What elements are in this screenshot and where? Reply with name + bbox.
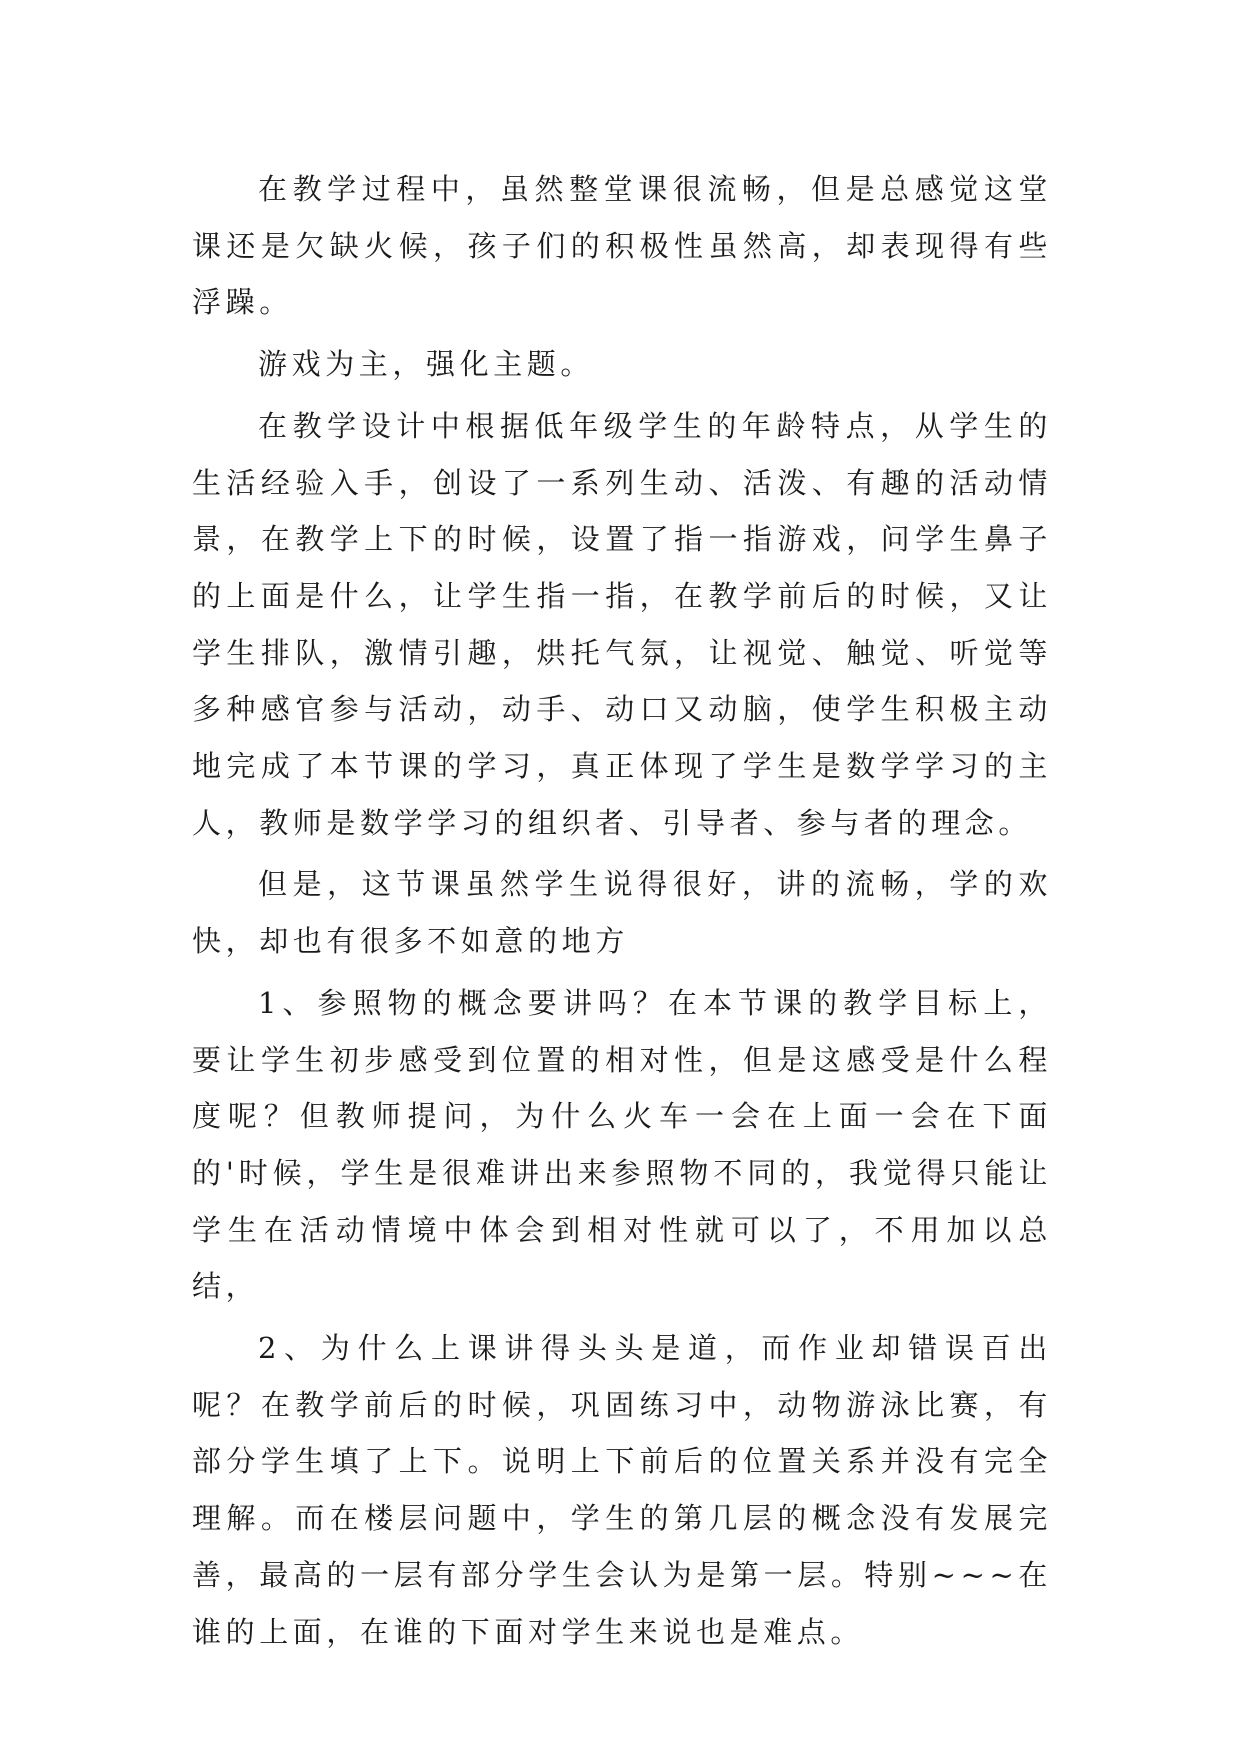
document-body [192, 161, 1052, 1665]
paragraph-1: 在教学过程中，虽然整堂课很流畅，但是总感觉这堂课还是欠缺火候，孩子们的积极性虽然高，却表现得有些浮躁。 [192, 172, 1052, 320]
paragraph-5: 1、参照物的概念要讲吗？在本节课的教学目标上，要让学生初步感受到位置的相对性，但是这感受是什么程度呢？但教师提问，为什么火车一会在上面一会在下面的'时候，学生是很难讲出来参照物不同的，我觉得只能让学生在活动情境中体会到相对性就可以了，不用加以总结， [192, 985, 1052, 1304]
paragraph-4: 但是，这节课虽然学生说得很好，讲的流畅，学的欢快，却也有很多不如意的地方 [192, 867, 1052, 959]
paragraph-6: 2、为什么上课讲得头头是道，而作业却错误百出呢？在教学前后的时候，巩固练习中，动物游泳比赛，有部分学生填了上下。说明上下前后的位置关系并没有完全理解。而在楼层问题中，学生的第几层的概念没有发展完善，最高的一层有部分学生会认为是第一层。特别~~~在谁的上面，在谁的下面对学生来说也是难点。 [192, 1331, 1052, 1649]
paragraph-3: 在教学设计中根据低年级学生的年龄特点，从学生的生活经验入手，创设了一系列生动、活泼、有趣的活动情景，在教学上下的时候，设置了指一指游戏，问学生鼻子的上面是什么，让学生指一指，在教学前后的时候，又让学生排队，激情引趣，烘托气氛，让视觉、触觉、听觉等多种感官参与活动，动手、动口又动脑，使学生积极主动地完成了本节课的学习，真正体现了学生是数学学习的主人，教师是数学学习的组织者、引导者、参与者的理念。 [192, 408, 1052, 840]
paragraph-2: 游戏为主，强化主题。 [258, 347, 595, 382]
